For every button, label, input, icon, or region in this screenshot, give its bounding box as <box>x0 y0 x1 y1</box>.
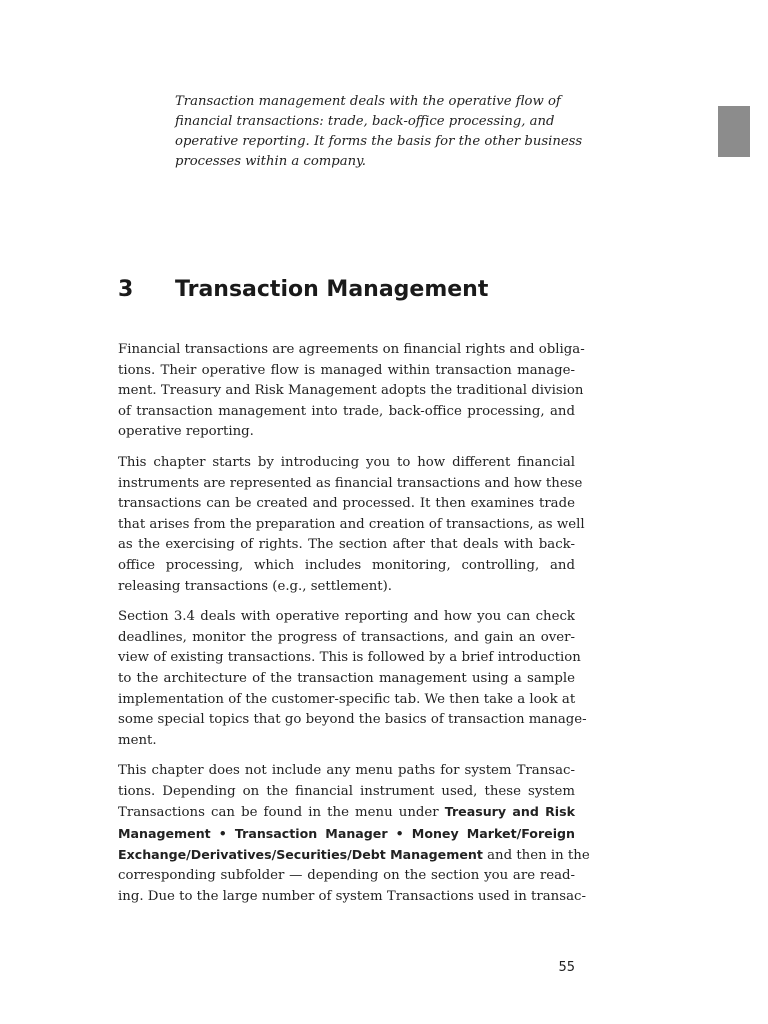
text-line: Section 3.4 deals with operative reporting and how you can check <box>118 609 575 625</box>
menu-path-text: Management • Transaction Manager • Money Market/Foreign <box>118 826 575 842</box>
text-line: office processing, which includes monitoring, controlling, and <box>118 557 575 573</box>
page-number: 55 <box>558 960 575 975</box>
chapter-abstract <box>175 92 585 172</box>
chapter-title: Transaction Management <box>175 277 489 302</box>
text-line: implementation of the customer-specific tab. We then take a look at <box>118 691 576 707</box>
text-run: Transactions can be found in the menu under <box>118 805 445 821</box>
text-line: of transaction management into trade, back-office processing, and <box>118 403 575 419</box>
abstract-line: Transaction management deals with the operative flow of <box>175 94 561 109</box>
text-line <box>118 802 575 824</box>
text-line: ing. Due to the large number of system Transactions used in transac- <box>118 888 586 904</box>
paragraph <box>118 453 585 597</box>
text-line: to the architecture of the transaction management using a sample <box>118 670 575 686</box>
text-line: instruments are represented as financial transactions and how these <box>118 475 583 491</box>
body-text <box>118 340 590 917</box>
text-line: ment. Treasury and Risk Management adopts the traditional division <box>118 383 584 399</box>
text-line: tions. Depending on the financial instrument used, these system <box>118 783 575 799</box>
text-line: as the exercising of rights. The section after that deals with back- <box>118 537 575 553</box>
paragraph <box>118 340 585 443</box>
text-line: corresponding subfolder — depending on the section you are read- <box>118 868 575 884</box>
text-run: and then in the <box>482 847 590 863</box>
abstract-line: financial transactions: trade, back-office processing, and <box>175 114 555 129</box>
text-line: Financial transactions are agreements on financial rights and obliga- <box>118 342 585 357</box>
text-line: This chapter does not include any menu paths for system Transac- <box>118 763 575 779</box>
chapter-heading <box>118 272 588 308</box>
text-line: This chapter starts by introducing you to how different financial <box>118 454 575 470</box>
menu-path-text: Exchange/Derivatives/Securities/Debt Management <box>118 846 483 862</box>
chapter-number: 3 <box>118 277 134 302</box>
paragraph <box>118 607 587 751</box>
text-line: some special topics that go beyond the basics of transaction manage- <box>118 712 587 728</box>
text-line: deadlines, monitor the progress of transactions, and gain an over- <box>118 629 575 645</box>
paragraph <box>118 761 590 907</box>
text-line: that arises from the preparation and creation of transactions, as well <box>118 516 585 532</box>
text-line: ment. <box>118 732 157 748</box>
abstract-line: processes within a company. <box>175 154 366 169</box>
text-line: transactions can be created and processed. It then examines trade <box>118 496 575 512</box>
menu-path-text: Treasury and Risk <box>444 804 575 820</box>
text-line: tions. Their operative flow is managed within transaction manage- <box>118 362 575 378</box>
text-line <box>118 845 590 867</box>
abstract-line: operative reporting. It forms the basis for the other business <box>175 134 583 149</box>
chapter-thumb-tab <box>718 106 750 157</box>
text-line: operative reporting. <box>118 424 254 440</box>
text-line: view of existing transactions. This is followed by a brief introduction <box>118 650 581 666</box>
text-line: releasing transactions (e.g., settlement). <box>118 578 393 594</box>
